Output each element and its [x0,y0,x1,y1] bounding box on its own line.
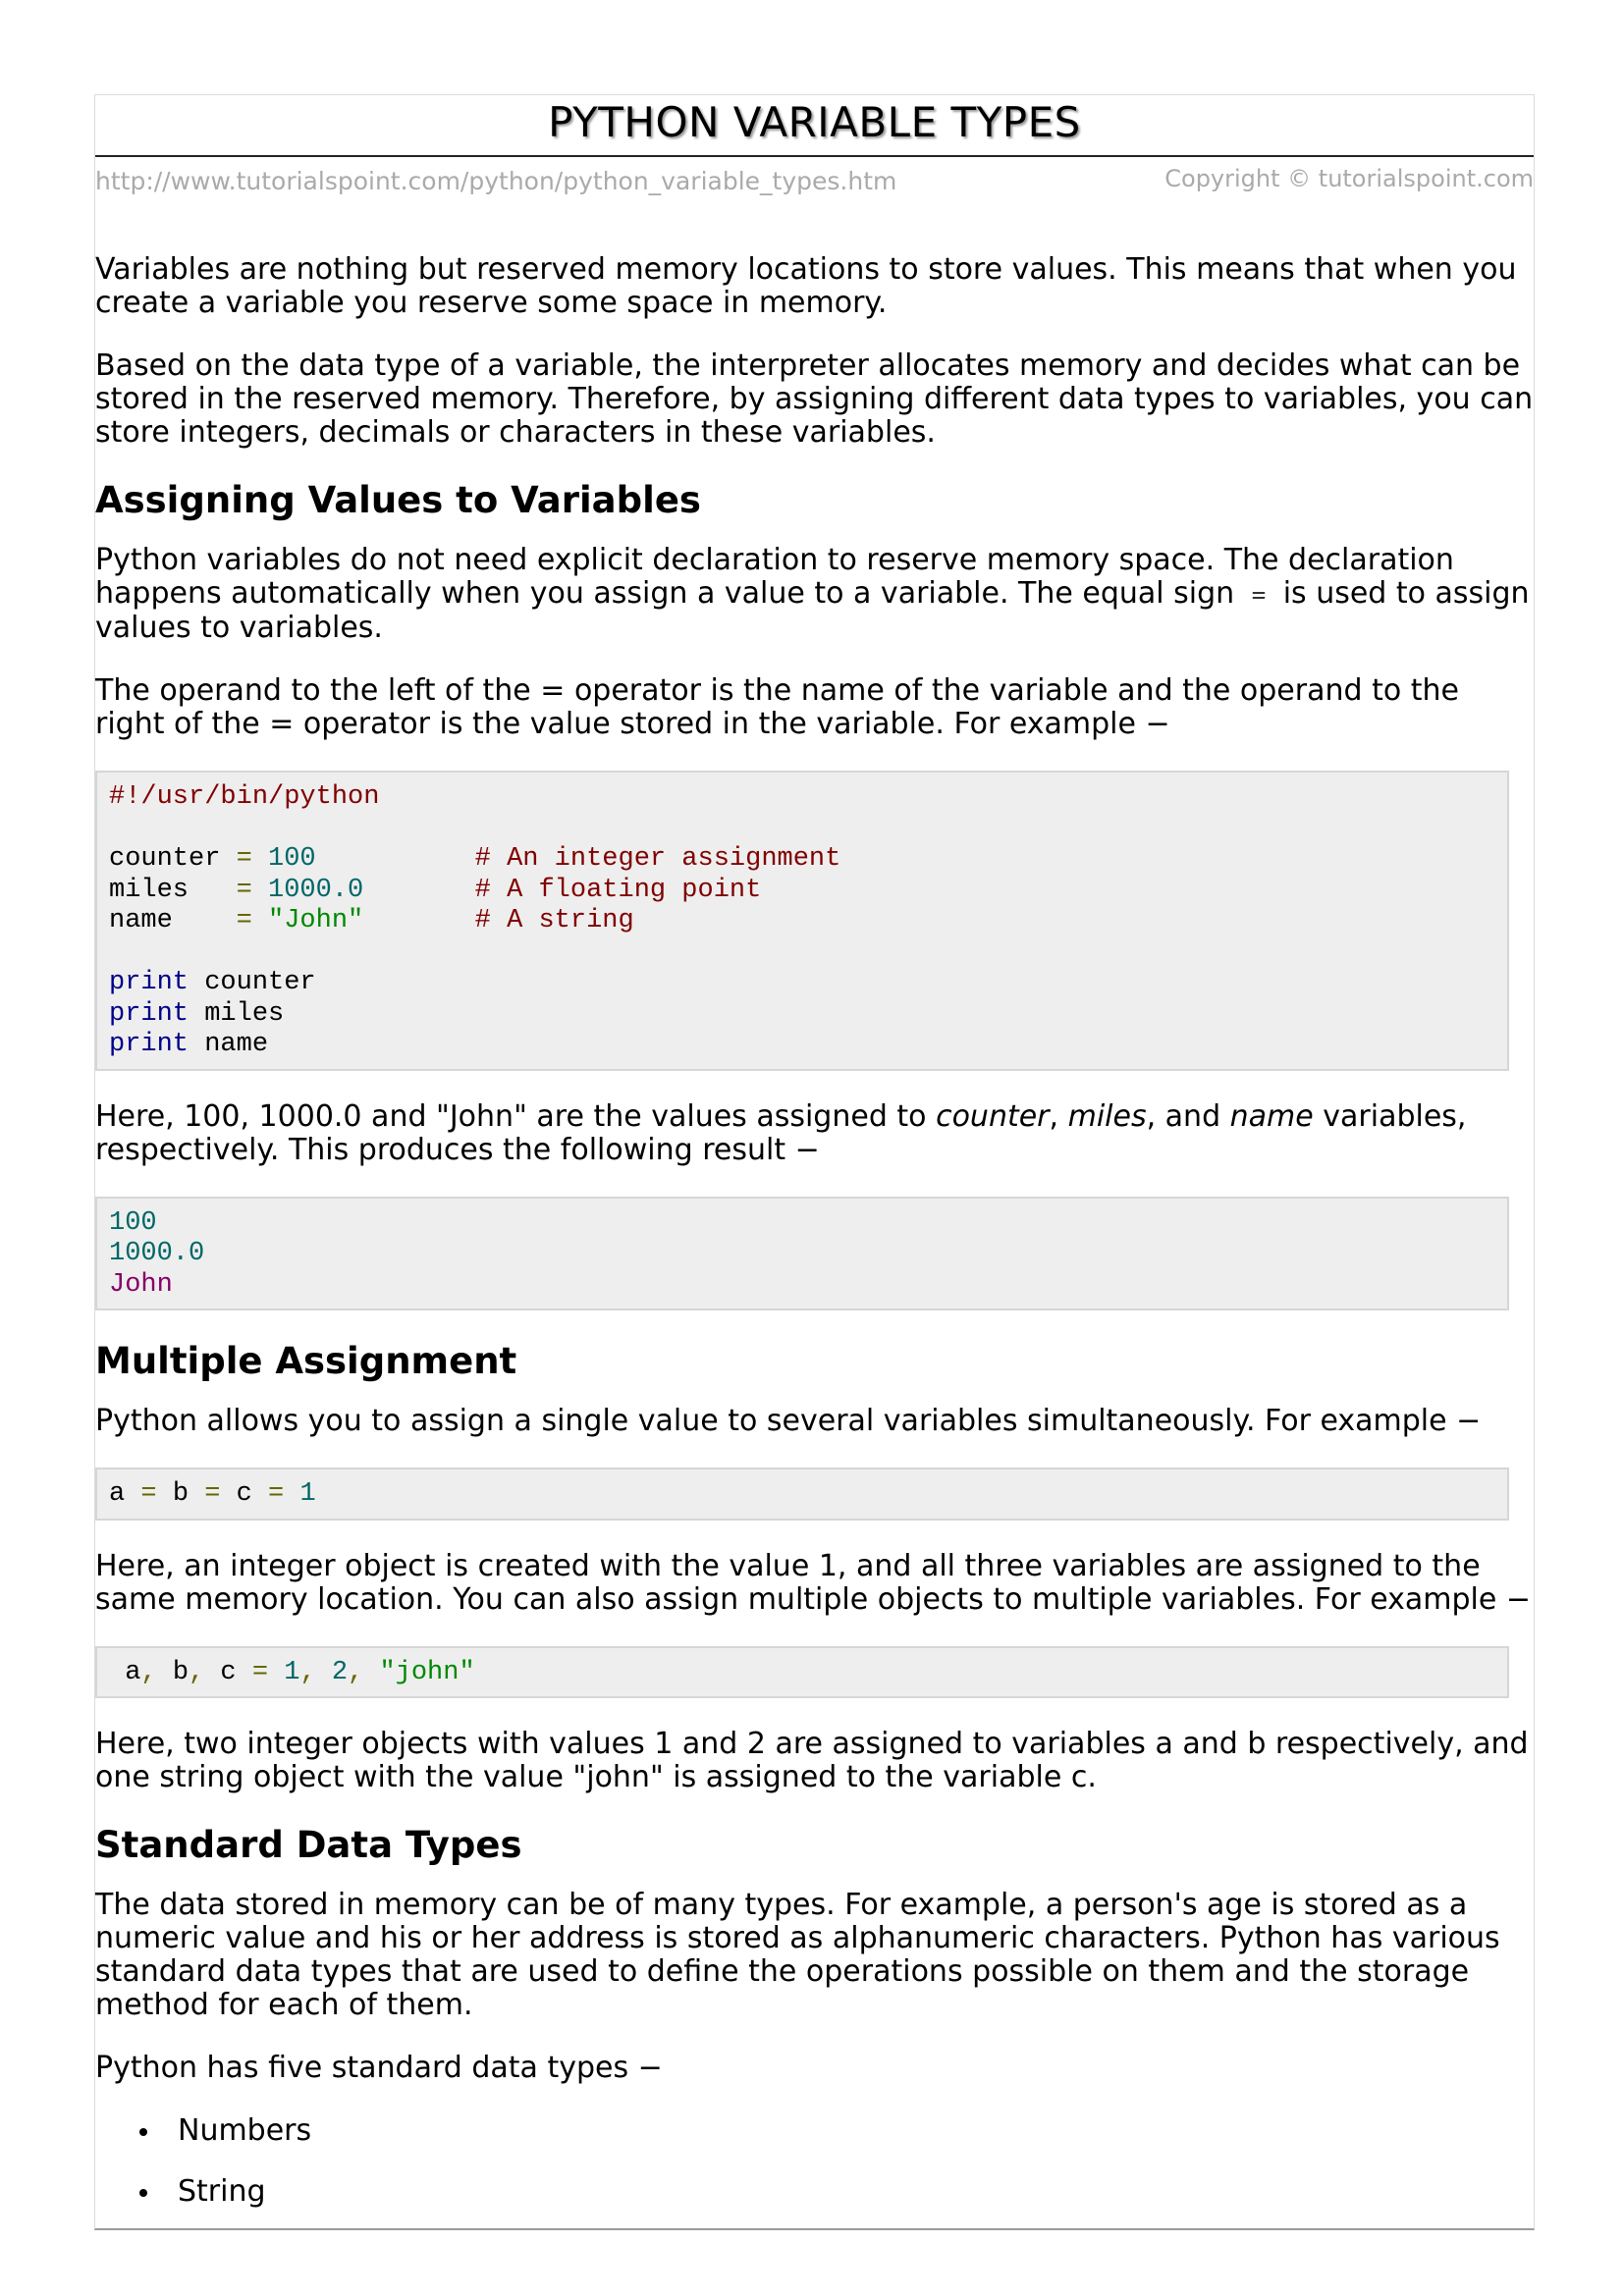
heading-multiple-assignment: Multiple Assignment [95,1340,517,1382]
list-item: Numbers [95,2114,1534,2148]
standard-paragraph-1: The data stored in memory can be of many types. For example, a person's age is stored as a numeric value and his or her address is stored as alphanumeric characters. Python has various standard data types that are used to define the operations possible on them and the storage method for each of them. [95,1888,1500,2022]
list-item: String [95,2175,1534,2209]
page-title: PYTHON VARIABLE TYPES [548,98,1081,146]
title-divider [95,155,1534,157]
article-body [95,253,1534,2236]
assigning-paragraph-2: The operand to the left of the = operator is the name of the variable and the operand to the right of the = operator is the value stored in the variable. For example − [95,673,1459,741]
assigning-paragraph-3: Here, 100, 1000.0 and "John" are the values assigned to counter, miles, and name variables, respectively. This produces the following result − [95,1098,1467,1167]
intro-paragraph-1: Variables are nothing but reserved memory locations to store values. This means that when you create a variable you reserve some space in memory. [95,252,1517,320]
standard-paragraph-2: Python has five standard data types − [95,2051,663,2085]
source-line [95,167,1534,198]
multiple-paragraph-1: Python allows you to assign a single value to several variables simultaneously. For example − [95,1404,1482,1438]
assigning-paragraph-1: Python variables do not need explicit declaration to reserve memory space. The declaration happens automatically when you assign a value to a variable. The equal sign = is used to assign values to variables. [95,543,1530,645]
equal-sign-code: = [1251,581,1267,609]
intro-paragraph-2: Based on the data type of a variable, the interpreter allocates memory and decides what can be stored in the reserved memory. Therefore, by assigning different data types to variables, you can store integers, decimals or characters in these variables. [95,348,1534,450]
code-block-assignment: #!/usr/bin/python counter = 100 # An integer assignment miles = 1000.0 # A floating point name = "John" # A string print counter print miles print name [95,771,1509,1071]
code-block-multiple-single-value: a = b = c = 1 [95,1468,1509,1521]
code-block-multiple-objects: a, b, c = 1, 2, "john" [95,1646,1509,1699]
source-url[interactable]: http://www.tutorialspoint.com/python/python_variable_types.htm [95,167,897,195]
multiple-paragraph-2: Here, an integer object is created with the value 1, and all three variables are assigned to the same memory location. You can also assign multiple objects to multiple variables. For example − [95,1548,1531,1617]
heading-assigning-values: Assigning Values to Variables [95,479,701,521]
heading-standard-data-types: Standard Data Types [95,1824,522,1866]
code-block-output: 100 1000.0 John [95,1197,1509,1311]
copyright-notice: Copyright © tutorialspoint.com [1164,165,1534,192]
data-types-list [95,2114,1534,2209]
multiple-paragraph-3: Here, two integer objects with values 1 and 2 are assigned to variables a and b respectively, and one string object with the value "john" is assigned to the variable c. [95,1727,1529,1794]
